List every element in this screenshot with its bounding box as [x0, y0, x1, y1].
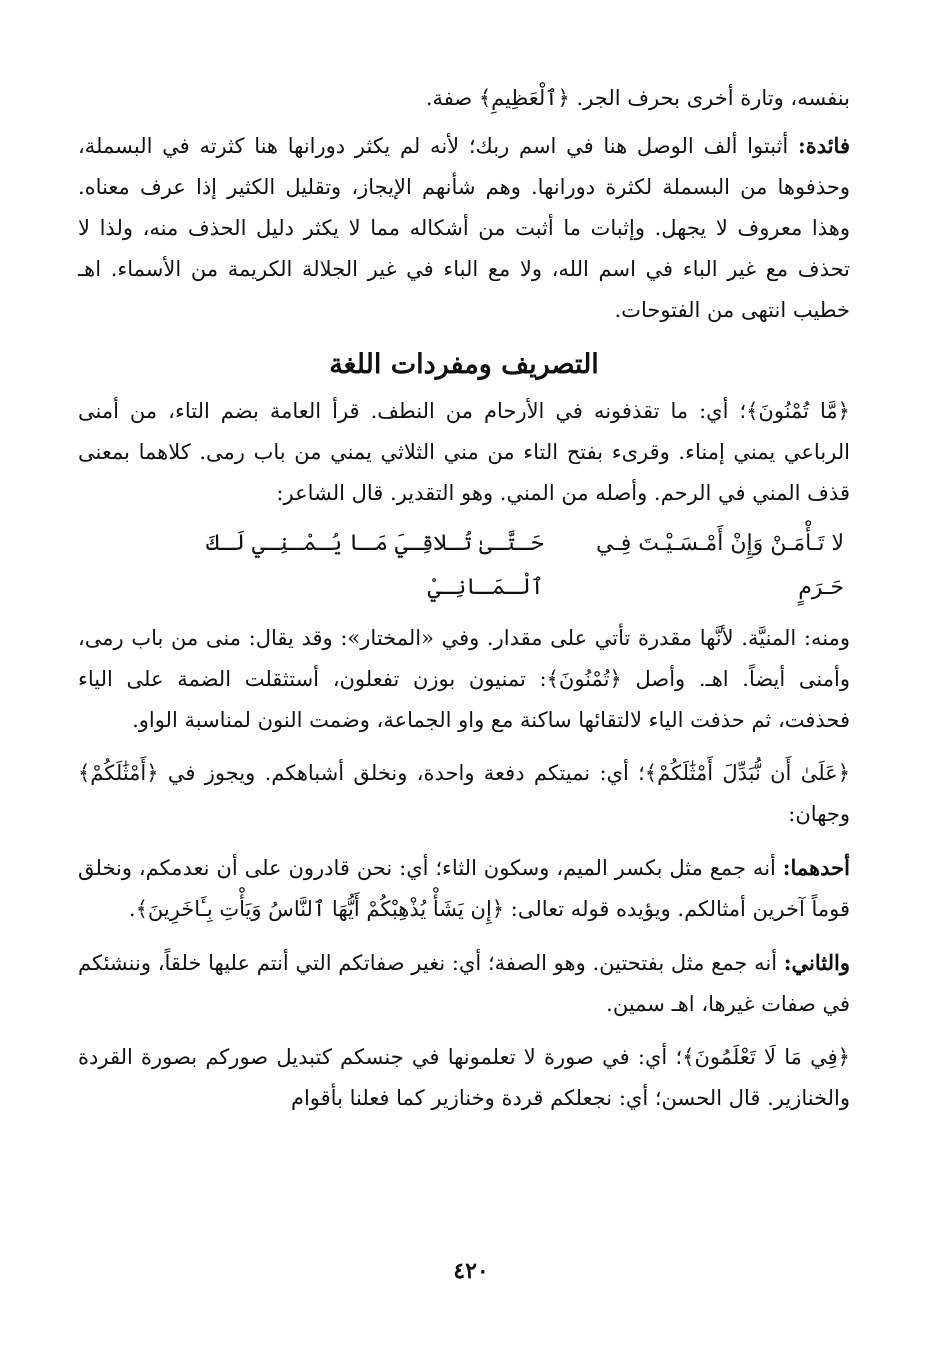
note-label: فائدة:: [797, 133, 850, 158]
note-text: أثبتوا ألف الوصل هنا في اسم ربك؛ لأنه لم يكثر دورانها هنا كثرته في البسملة، وحذفوها من البسملة لكثرة دورانها. وهم شأنهم الإيجاز، وتقليل الكثير إذا عرف معناه. وهذا معروف لا يجهل. وإثبات ما أثبت من أشكاله مما لا يكثر دليل الحذف منه، ولذا لا تحذف مع غير الباء في اسم الله، ولا مع الباء في غير الجلالة الكريمة من الأسماء. اهـ خطيب انتهى من الفتوحات.: [78, 134, 850, 322]
paragraph-continuation: بنفسه، وتارة أخرى بحرف الجر. ﴿ٱلْعَظِيمِ﴾ صفة.: [425, 86, 850, 110]
poetry-verse: [78, 522, 850, 610]
paragraph-second-view: [78, 942, 850, 1025]
section-heading: التصريف ومفردات اللغة: [329, 349, 599, 380]
paragraph-la-talamun: ﴿فِي مَا لَا تَعْلَمُونَ﴾؛ أي: في صورة لا تعلمونها في جنسكم كتبديل صوركم بصورة القردة والخنازير. قال الحسن؛ أي: نجعلكم قردة وخنازير كما فعلنا بأقوام: [78, 1045, 850, 1110]
first-view-label: أحدهما:: [782, 855, 850, 880]
paragraph-tumnun: ﴿مَّا تُمْنُونَ﴾؛ أي: ما تقذفونه في الأرحام من النطف. قرأ العامة بضم التاء، من أمنى الرباعي يمني إمناء. وقرىء بفتح التاء من مني الثلاثي يمني من باب رمى. كلاهما بمعنى قذف المني في الرحم. وأصله من المني. وهو التقدير. قال الشاعر:: [78, 399, 850, 505]
second-view-label: والثاني:: [783, 950, 850, 975]
verse-second-hemistich: حَـتَّـىٰ تُـلاقِـيَ مَـا يُـمْـنِـي لَـكَ ٱلْـمَـانِـيْ: [206, 531, 544, 600]
first-view-text: أنه جمع مثل بكسر الميم، وسكون الثاء؛ أي: نحن قادرون على أن نعدمكم، ونخلق قوماً آخرين أمثالكم. ويؤيده قوله تعالى: ﴿إِن يَشَأْ يُذْهِبْكُمْ أَيُّهَا ٱلنَّاسُ وَيَأْتِ بِـَٔاخَرِينَ﴾.: [78, 856, 850, 921]
paragraph-maniyya: ومنه: المنيَّة. لأنَّها مقدرة تأتي على مقدار. وفي «المختار»: وقد يقال: منى من باب رمى، وأمنى أيضاً. اهـ. وأصل ﴿تُمْنُونَ﴾: تمنيون بوزن تفعلون، أستثقلت الضمة على الياء فحذفت، ثم حذفت الياء لالتقائها ساكنة مع واو الجماعة، وضمت النون لمناسبة الواو.: [78, 626, 850, 732]
second-view-text: أنه جمع مثل بفتحتين. وهو الصفة؛ أي: نغير صفاتكم التي أنتم عليها خلقاً، وننشئكم في صفات غيرها، اهـ سمين.: [78, 951, 850, 1016]
paragraph-amthalakum: ﴿عَلَىٰ أَن نُّبَدِّلَ أَمْثَٰلَكُمْ﴾؛ أي: نميتكم دفعة واحدة، ونخلق أشباهكم. ويجوز في ﴿أَمْثَٰلَكُمْ﴾ وجهان:: [78, 761, 850, 826]
paragraph-note: [78, 125, 850, 331]
paragraph-first-view: [78, 847, 850, 930]
page-number: ٤٢٠: [453, 1258, 489, 1284]
verse-first-hemistich: لا تَـأْمَـنْ وَإِنْ أَمْـسَـيْـتَ فِـي حَـرَمٍ: [595, 531, 844, 600]
